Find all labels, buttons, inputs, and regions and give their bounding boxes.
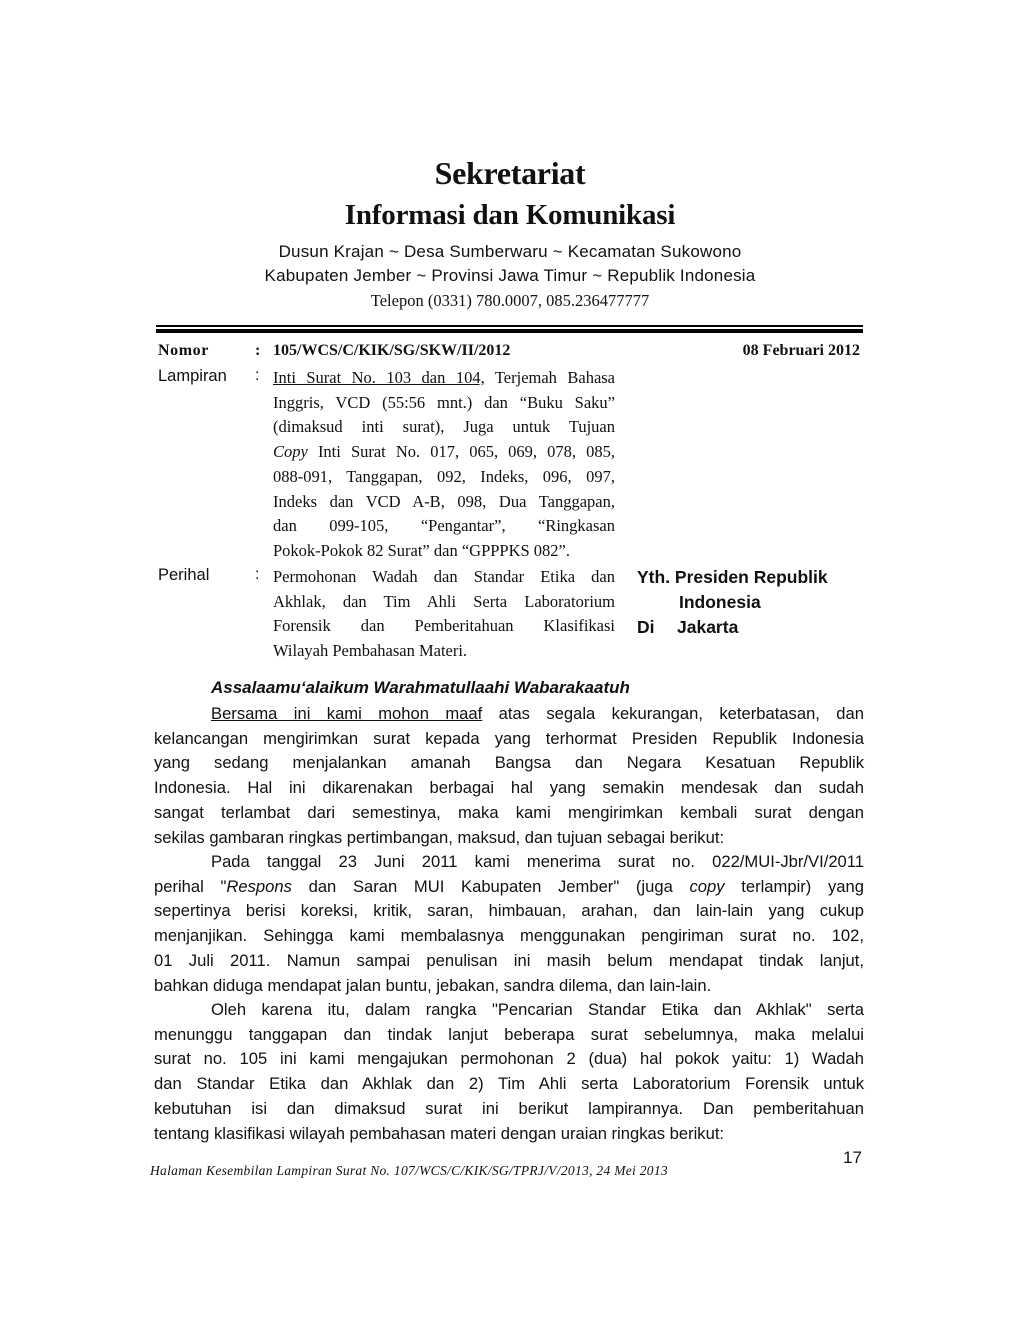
lampiran-label: Lampiran <box>158 367 227 385</box>
recipient-line2: Indonesia <box>679 592 761 612</box>
lampiran-line: dan 099-105, “Pengantar”, “Ringkasan <box>273 516 615 536</box>
text-run: terlampir) yang <box>724 876 864 896</box>
letterhead-telephone: Telepon (0331) 780.0007, 085.236477777 <box>370 291 650 310</box>
letter-date: 08 Februari 2012 <box>742 342 860 359</box>
paragraph-line: Pada tanggal 23 Juni 2011 kami menerima surat no. 022/MUI-Jbr/VI/2011 <box>211 852 864 871</box>
paragraph-line <box>154 875 864 900</box>
body-paragraph-1 <box>154 702 864 850</box>
perihal-line: Forensik dan Pemberitahuan Klasifikasi <box>273 616 615 636</box>
body-paragraph-2 <box>154 850 864 998</box>
body-paragraph-3 <box>154 998 864 1146</box>
paragraph-line: sekilas gambaran ringkas pertimbangan, maksud, dan tujuan sebagai berikut: <box>154 827 725 847</box>
text-run: dan Saran MUI Kabupaten Jember" (juga <box>291 876 690 896</box>
letterhead-divider-thin <box>156 325 863 327</box>
lampiran-line: 088-091, Tanggapan, 092, Indeks, 096, 097, <box>273 466 615 486</box>
paragraph-line-rest: atas segala kekurangan, keterbatasan, dan <box>498 704 864 723</box>
text-run: perihal " <box>154 876 227 896</box>
perihal-line: Permohonan Wadah dan Standar Etika dan <box>273 567 615 586</box>
letterhead-divider-thick <box>156 329 863 333</box>
perihal-colon: : <box>255 566 260 583</box>
paragraph-line: kelancangan mengirimkan surat kepada yang terhormat Presiden Republik Indonesia <box>154 728 864 748</box>
paragraph-line: 01 Juli 2011. Namun sampai penulisan ini masih belum mendapat tindak lanjut, <box>154 950 864 970</box>
nomor-label: Nomor <box>158 342 209 359</box>
paragraph-line: menunggu tanggapan dan tindak lanjut beberapa surat sebelumnya, maka melalui <box>154 1024 864 1044</box>
paragraph-line: surat no. 105 ini kami mengajukan permohonan 2 (dua) hal pokok yaitu: 1) Wadah <box>154 1049 864 1069</box>
paragraph-line: Oleh karena itu, dalam rangka "Pencarian Standar Etika dan Akhlak" serta <box>211 1000 864 1019</box>
recipient-city: Jakarta <box>677 617 739 637</box>
letterhead-subtitle: Informasi dan Komunikasi <box>344 199 676 231</box>
lampiran-line: (dimaksud inti surat), Juga untuk Tujuan <box>273 417 615 437</box>
perihal-line: Wilayah Pembahasan Materi. <box>273 641 468 661</box>
letterhead-address-line1: Dusun Krajan ~ Desa Sumberwaru ~ Kecamatan Sukowono <box>278 242 742 261</box>
recipient-line1: Yth. Presiden Republik <box>637 567 828 587</box>
paragraph-line: yang sedang menjalankan amanah Bangsa dan Negara Kesatuan Republik <box>154 753 864 773</box>
paragraph-line: kebutuhan isi dan dimaksud surat ini berikut lampirannya. Dan pemberitahuan <box>154 1098 864 1118</box>
paragraph-line: bahkan diduga mendapat jalan buntu, jebakan, sandra dilema, dan lain-lain. <box>154 975 712 995</box>
page-number: 17 <box>843 1148 862 1167</box>
paragraph-line: menjanjikan. Sehingga kami membalasnya menggunakan pengiriman surat no. 102, <box>154 926 864 946</box>
lampiran-line: Pokok-Pokok 82 Surat” dan “GPPPKS 082”. <box>273 540 571 560</box>
paragraph-line <box>154 702 864 727</box>
lampiran-underlined-lead: Inti Surat No. 103 dan 104, <box>273 368 485 387</box>
paragraph-line: sangat terlambat dari semestinya, maka kami mengirimkan kembali surat dengan <box>154 802 864 822</box>
nomor-value: 105/WCS/C/KIK/SG/SKW/II/2012 <box>273 342 511 359</box>
recipient-city-line <box>637 615 828 640</box>
apology-underlined: Bersama ini kami mohon maaf <box>211 704 483 723</box>
paragraph-line: dan Standar Etika dan Akhlak dan 2) Tim Ahli serta Laboratorium Forensik untuk <box>154 1074 864 1094</box>
recipient-di: Di <box>637 617 655 637</box>
recipient-block <box>637 565 828 640</box>
lampiran-line4-rest: Inti Surat No. 017, 065, 069, 078, 085, <box>317 442 615 462</box>
paragraph-line: tentang klasifikasi wilayah pembahasan materi dengan uraian ringkas berikut: <box>154 1123 725 1143</box>
lampiran-line: Inggris, VCD (55:56 mnt.) dan “Buku Saku” <box>273 392 615 412</box>
greeting: Assalaamu‘alaikum Warahmatullaahi Wabarakaatuh <box>211 678 630 697</box>
lampiran-line <box>273 440 615 465</box>
perihal-value <box>273 565 615 664</box>
lampiran-line1-rest: Terjemah Bahasa <box>494 368 616 387</box>
lampiran-copy-italic: Copy <box>273 442 308 462</box>
lampiran-value <box>273 366 615 564</box>
perihal-label: Perihal <box>158 566 210 584</box>
letterhead-title: Sekretariat <box>434 155 586 191</box>
letterhead-address-line2: Kabupaten Jember ~ Provinsi Jawa Timur ~ Republik Indonesia <box>264 266 756 285</box>
paragraph-line: Indonesia. Hal ini dikarenakan berbagai hal yang semakin mendesak dan sudah <box>154 778 864 798</box>
copy-italic: copy <box>689 876 725 896</box>
page-footer: Halaman Kesembilan Lampiran Surat No. 107/WCS/C/KIK/SG/TPRJ/V/2013, 24 Mei 2013 <box>150 1163 668 1178</box>
perihal-line: Akhlak, dan Tim Ahli Serta Laboratorium <box>273 591 615 611</box>
lampiran-colon: : <box>255 367 260 384</box>
nomor-colon: : <box>255 342 261 359</box>
lampiran-line: Indeks dan VCD A-B, 098, Dua Tanggapan, <box>273 491 615 511</box>
respons-italic: Respons <box>226 876 292 896</box>
lampiran-line <box>273 366 615 391</box>
paragraph-line: sepertinya berisi koreksi, kritik, saran, himbauan, arahan, dan lain-lain yang cukup <box>154 901 864 921</box>
